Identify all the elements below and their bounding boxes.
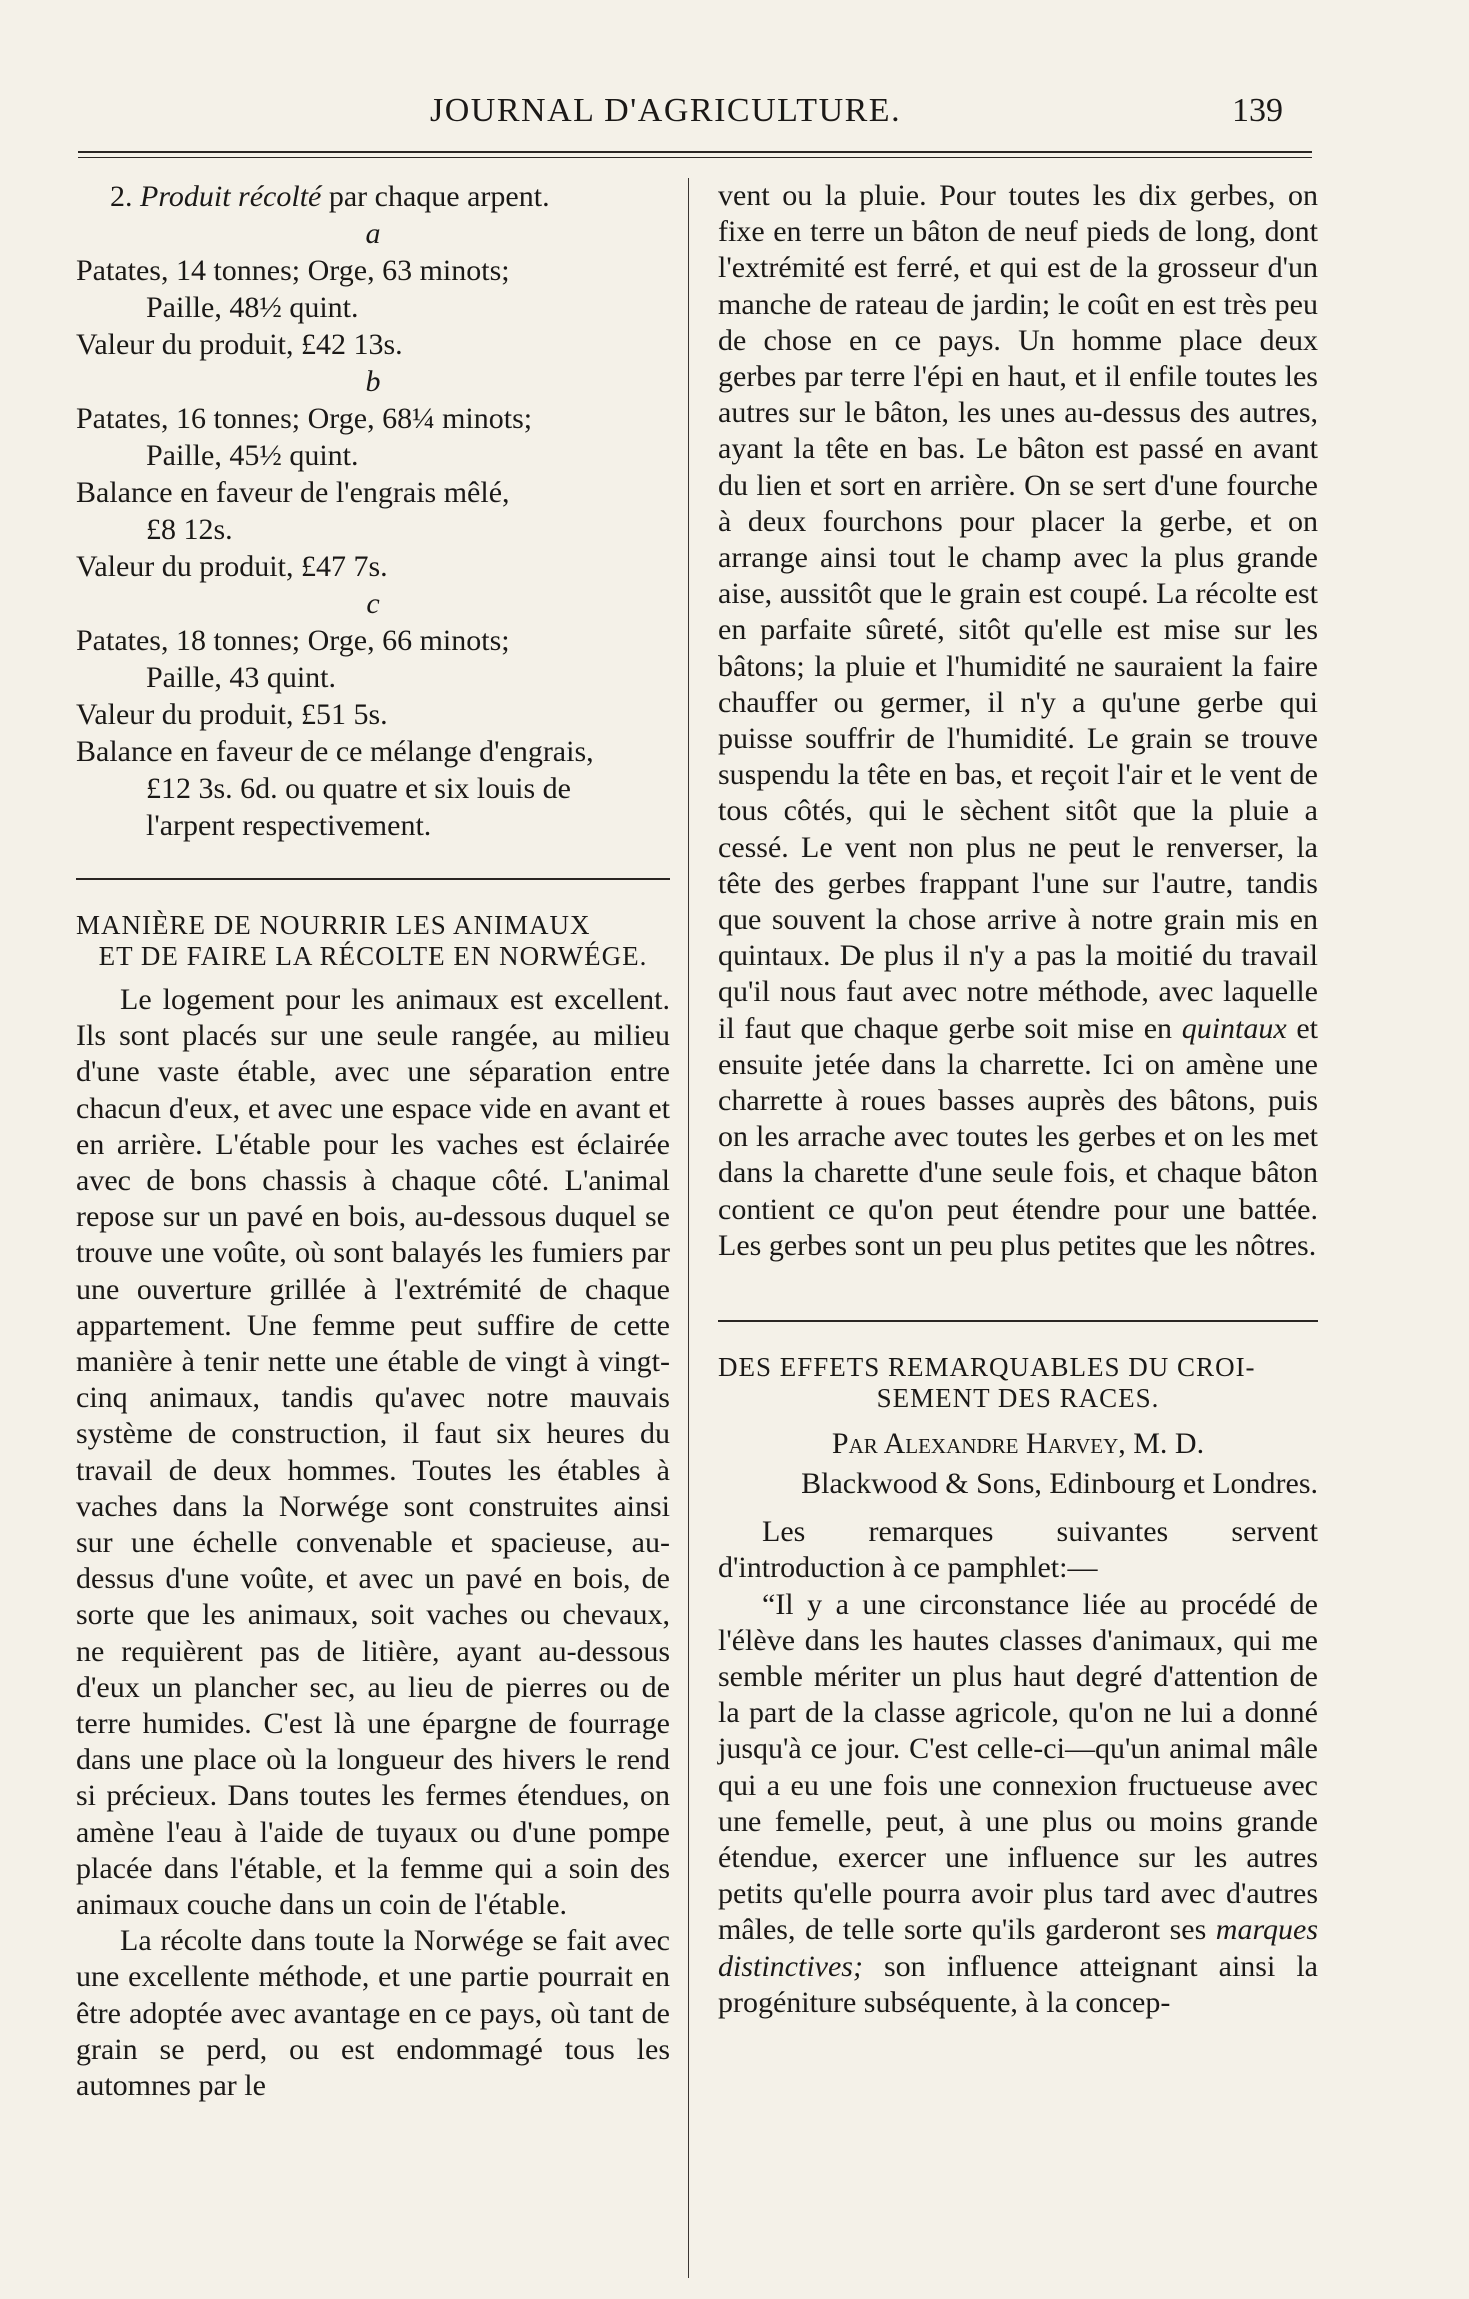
variant-c-line: Valeur du produit, £51 5s. <box>76 698 388 731</box>
author-line: Par Alexandre Harvey, M. D. <box>831 1427 1205 1461</box>
body-paragraph: La récolte dans toute la Norwége se fait avec une excellente méthode, et une partie pourrait en être adoptée avec avantage en ce pays, où tant de grain se perd, ou est endommagé tous les automnes par le <box>76 1924 670 2103</box>
body-paragraph: Le logement pour les animaux est excellent. Ils sont placés sur une seule rangée, au milieu d'une vaste étable, avec une séparation entre chacun d'eux, et avec une espace vide en avant et en arrière. L'étable pour les vaches est éclairée avec de bons chassis à chaque côté. L'animal repose sur un pavé en bois, au-dessous duquel se trouve une voûte, où sont balayés les fumiers par une ouverture grillée à l'extrémité de chaque appartement. Une femme peut suffire de cette manière à tenir nette une étable de vingt à vingt-cinq animaux, tandis qu'avec notre mauvais système de construction, il faut six heures du travail de deux hommes. Toutes les étables à vaches dans la Norwége sont construites ainsi sur une échelle convenable et spacieuse, au-dessus d'une voûte, et avec un pavé en bois, de sorte que les animaux, soit vaches ou chevaux, ne requièrent pas de litière, ayant au-dessous d'eux un plancher sec, au lieu de pierres ou de terre humides. C'est là une épargne de fourrage dans une place où la longueur des hivers le rend si précieux. Dans toutes les fermes étendues, on amène l'eau à l'aide de tuyaux ou d'une pompe placée dans l'étable, et la femme qui a soin des animaux couche dans un coin de l'étable. <box>76 983 670 1922</box>
running-header-title: JOURNAL D'AGRICULTURE. <box>430 92 902 129</box>
variant-a-line: Patates, 14 tonnes; Orge, 63 minots; <box>76 254 510 287</box>
section-divider <box>76 878 670 880</box>
section-title: MANIÈRE DE NOURRIR LES ANIMAUX ET DE FAIRE LA RÉCOLTE EN NORWÉGE. <box>76 910 648 971</box>
variant-b-line: Balance en faveur de l'engrais mêlé, <box>76 476 510 509</box>
section-title: DES EFFETS REMARQUABLES DU CROI- SEMENT DES RACES. <box>718 1352 1256 1414</box>
variant-c-line: £12 3s. 6d. ou quatre et six louis de <box>146 772 571 805</box>
variant-a-label: a <box>365 217 381 250</box>
header-rule <box>78 151 1312 153</box>
variant-c-line: l'arpent respectivement. <box>146 809 432 842</box>
left-column <box>76 178 670 2104</box>
variant-b-line: Patates, 16 tonnes; Orge, 68¼ minots; <box>76 402 533 435</box>
variant-b-label: b <box>365 365 381 398</box>
section-divider <box>718 1320 1318 1322</box>
variant-c-label: c <box>366 587 380 620</box>
body-paragraph: “Il y a une circonstance liée au procédé de l'élève dans les hautes classes d'animaux, qui me semble mériter un plus haut degré d'attention de la part de la classe agricole, qu'on ne lui a donné jusqu'à ce jour. C'est celle-ci—qu'un animal mâle qui a eu une fois une connexion fructueuse avec une femelle, peut, à une plus ou moins grande étendue, exercer une influence sur les autres petits qu'elle pourra avoir plus tard avec d'autres mâles, de telle sorte qu'ils garderont ses marques distinctives; son influence atteignant ainsi la progéniture subséquente, à la concep- <box>718 1587 1318 2019</box>
variant-c-line: Patates, 18 tonnes; Orge, 66 minots; <box>76 624 510 657</box>
column-separator <box>688 178 689 2278</box>
variant-c-line: Balance en faveur de ce mélange d'engrais, <box>76 735 594 768</box>
variant-b-line: Paille, 45½ quint. <box>146 439 359 472</box>
header-rule-thin <box>78 157 1312 158</box>
publisher-line: Blackwood & Sons, Edinbourg et Londres. <box>801 1467 1318 1501</box>
body-paragraph: Les remarques suivantes servent d'introduction à ce pamphlet:— <box>718 1515 1318 1585</box>
body-paragraph: vent ou la pluie. Pour toutes les dix gerbes, on fixe en terre un bâton de neuf pieds de long, dont l'extrémité est ferré, et qui est de la grosseur d'un manche de rateau de jardin; le coût en est très peu de chose en ce pays. Un homme place deux gerbes par terre l'épi en haut, et il enfile toutes les autres sur le bâton, les unes au-dessus des autres, ayant la tête en bas. Le bâton est passé en avant du lien et sort en arrière. On se sert d'une fourche à deux fourchons pour placer la gerbe, et on arrange ainsi tout le champ avec la plus grande aise, aussitôt que le grain est coupé. La récolte est en parfaite sûreté, sitôt qu'elle est mise sur les bâtons; la pluie et l'humidité ne sauraient la faire chauffer ou germer, il n'y a qu'une gerbe qui puisse souffrir de l'humidité. Le grain se trouve suspendu la tête en bas, et reçoit l'air et le vent de tous côtés, qui le sèchent sitôt que la pluie a cessé. Le vent non plus ne peut le renverser, la tête des gerbes frappant l'une sur l'autre, tandis que souvent la chose arrive à notre grain mis en quintaux. De plus il n'y a pas la moitié du travail qu'il nous faut avec notre méthode, avec laquelle il faut que chaque gerbe soit mise en quintaux et ensuite jetée dans la charrette. Ici on amène une charrette à roues basses auprès des bâtons, puis on les arrache avec toutes les gerbes et on les met dans la charette d'une seule fois, et chaque bâton contient ce qu'on peut étendre pour une battée. Les gerbes sont un peu plus petites que les nôtres. <box>718 179 1319 1262</box>
right-column <box>718 178 1318 2021</box>
item-title: 2. Produit récolté par chaque arpent. <box>110 180 550 213</box>
variant-c-line: Paille, 43 quint. <box>146 661 336 694</box>
variant-b-line: £8 12s. <box>146 513 233 546</box>
variant-a-line: Paille, 48½ quint. <box>146 291 359 324</box>
variant-a-line: Valeur du produit, £42 13s. <box>76 328 403 361</box>
variant-b-line: Valeur du produit, £47 7s. <box>76 550 388 583</box>
page-number: 139 <box>1232 92 1283 129</box>
